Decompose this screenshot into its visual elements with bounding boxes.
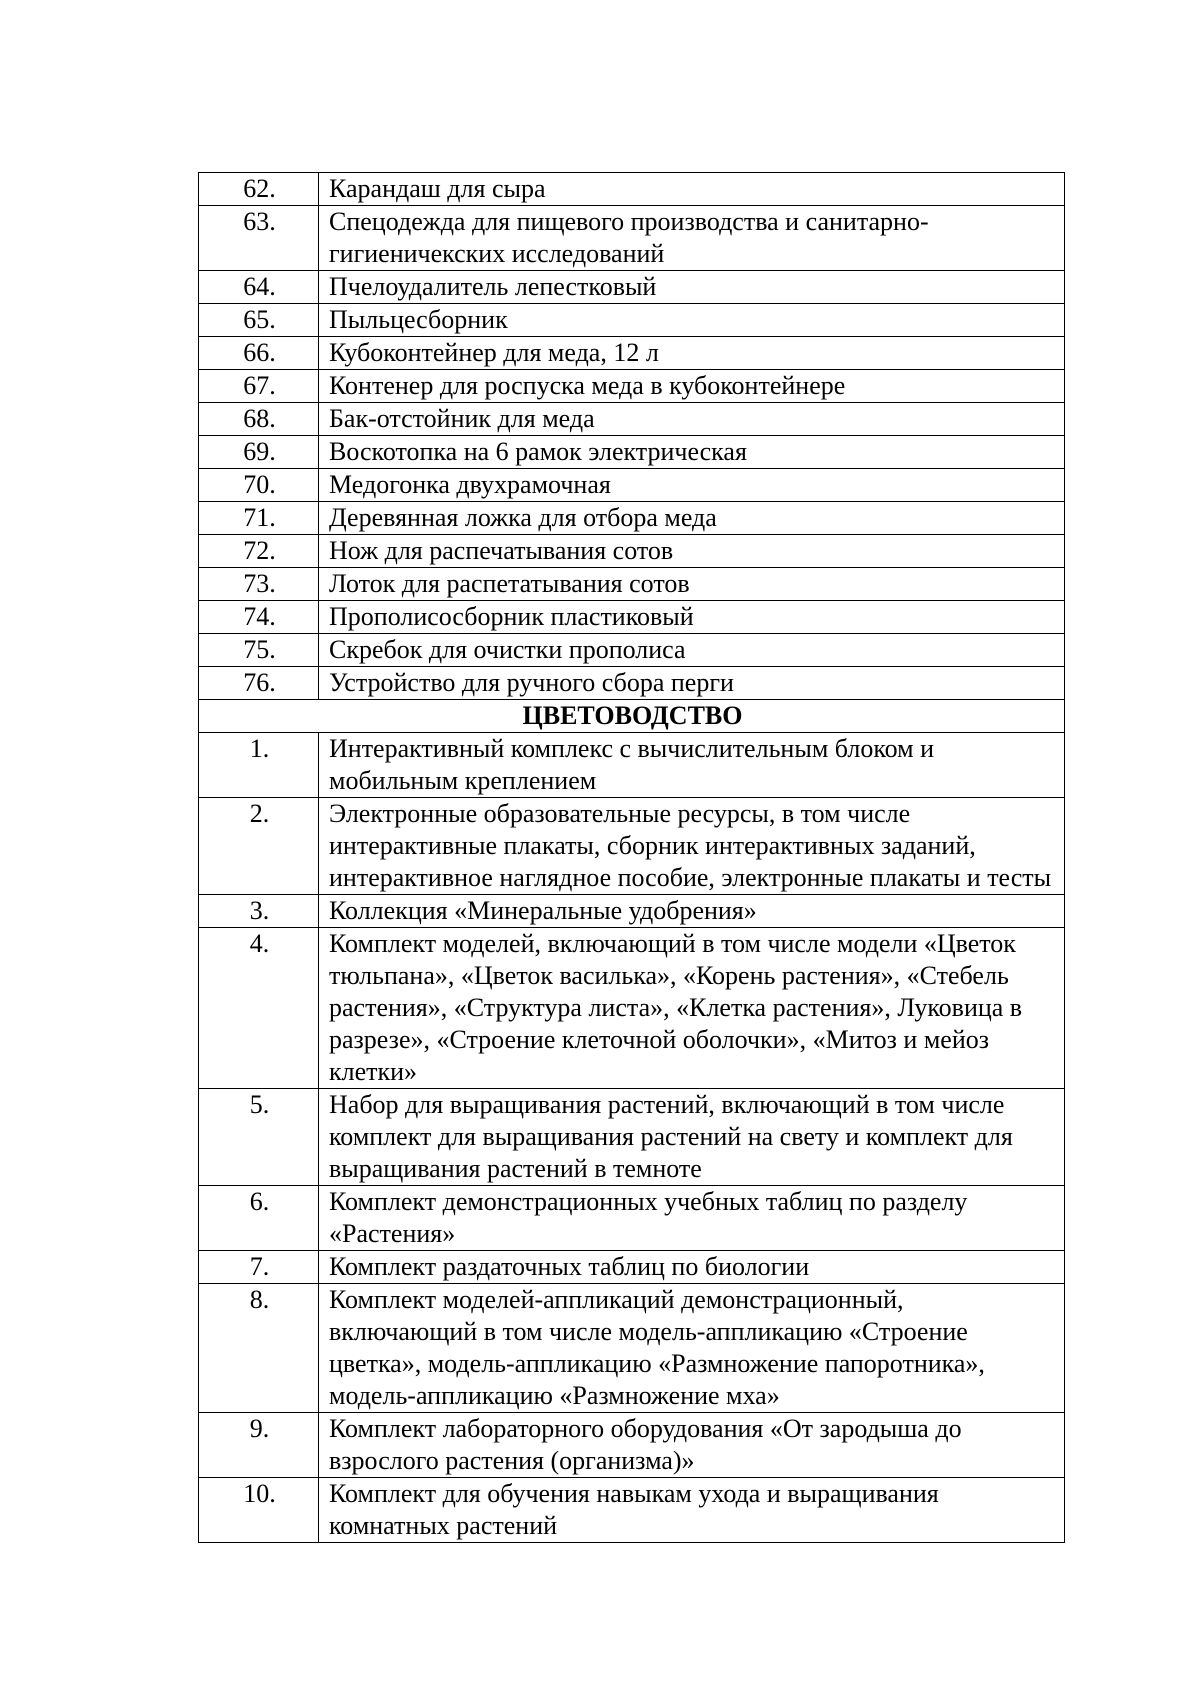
item-name: Пыльцесборник <box>319 304 1065 337</box>
item-number: 5. <box>199 1089 319 1186</box>
item-number: 65. <box>199 304 319 337</box>
item-number: 68. <box>199 403 319 436</box>
item-number: 2. <box>199 798 319 895</box>
item-number: 75. <box>199 634 319 667</box>
table-row <box>199 206 1065 271</box>
item-number: 1. <box>199 733 319 798</box>
item-number: 69. <box>199 436 319 469</box>
item-name: Комплект демонстрационных учебных таблиц по разделу «Растения» <box>319 1186 1065 1251</box>
equipment-table <box>198 172 1065 1543</box>
table-row <box>199 535 1065 568</box>
item-number: 64. <box>199 271 319 304</box>
item-number: 62. <box>199 173 319 206</box>
item-name: Комплект раздаточных таблиц по биологии <box>319 1251 1065 1284</box>
item-number: 70. <box>199 469 319 502</box>
floriculture-section <box>199 700 1065 1543</box>
item-number: 71. <box>199 502 319 535</box>
table-row <box>199 502 1065 535</box>
item-name: Комплект моделей-аппликаций демонстрационный, включающий в том числе модель-аппликацию «Строение цветка», модель-аппликацию «Размножение папоротника», модель-аппликацию «Размножение мха» <box>319 1284 1065 1413</box>
item-name: Коллекция «Минеральные удобрения» <box>319 895 1065 928</box>
item-name: Пчелоудалитель лепестковый <box>319 271 1065 304</box>
table-row <box>199 436 1065 469</box>
table-row <box>199 271 1065 304</box>
item-number: 67. <box>199 370 319 403</box>
item-name: Бак-отстойник для меда <box>319 403 1065 436</box>
item-name: Комплект лабораторного оборудования «От зародыша до взрослого растения (организма)» <box>319 1413 1065 1478</box>
item-number: 3. <box>199 895 319 928</box>
table-row <box>199 337 1065 370</box>
item-number: 66. <box>199 337 319 370</box>
table-row <box>199 733 1065 798</box>
item-name: Скребок для очистки прополиса <box>319 634 1065 667</box>
table-row <box>199 1284 1065 1413</box>
item-name: Карандаш для сыра <box>319 173 1065 206</box>
item-name: Комплект для обучения навыкам ухода и выращивания комнатных растений <box>319 1478 1065 1543</box>
table-row <box>199 370 1065 403</box>
item-name: Контенер для роспуска меда в кубоконтейнере <box>319 370 1065 403</box>
item-name: Медогонка двухрамочная <box>319 469 1065 502</box>
item-number: 4. <box>199 928 319 1089</box>
table-row <box>199 601 1065 634</box>
item-number: 63. <box>199 206 319 271</box>
item-name: Нож для распечатывания сотов <box>319 535 1065 568</box>
table-row <box>199 1413 1065 1478</box>
section-header-row <box>199 700 1065 733</box>
item-name: Кубоконтейнер для меда, 12 л <box>319 337 1065 370</box>
table-row <box>199 798 1065 895</box>
table-row <box>199 1478 1065 1543</box>
item-name: Устройство для ручного сбора перги <box>319 667 1065 700</box>
table-row <box>199 1186 1065 1251</box>
item-name: Электронные образовательные ресурсы, в том числе интерактивные плакаты, сборник интерактивных заданий, интерактивное наглядное пособие, электронные плакаты и тесты <box>319 798 1065 895</box>
table-row <box>199 928 1065 1089</box>
item-number: 7. <box>199 1251 319 1284</box>
item-name: Деревянная ложка для отбора меда <box>319 502 1065 535</box>
item-name: Набор для выращивания растений, включающий в том числе комплект для выращивания растений на свету и комплект для выращивания растений в темноте <box>319 1089 1065 1186</box>
table-row <box>199 469 1065 502</box>
item-name: Спецодежда для пищевого производства и санитарно-гигиеничекских исследований <box>319 206 1065 271</box>
section-title: ЦВЕТОВОДСТВО <box>199 700 1065 733</box>
item-number: 9. <box>199 1413 319 1478</box>
item-number: 6. <box>199 1186 319 1251</box>
item-name: Интерактивный комплекс с вычислительным блоком и мобильным креплением <box>319 733 1065 798</box>
item-name: Прополисосборник пластиковый <box>319 601 1065 634</box>
table-row <box>199 1089 1065 1186</box>
table-row <box>199 304 1065 337</box>
item-number: 72. <box>199 535 319 568</box>
table-row <box>199 568 1065 601</box>
table-row <box>199 403 1065 436</box>
table-row <box>199 634 1065 667</box>
item-number: 8. <box>199 1284 319 1413</box>
item-name: Комплект моделей, включающий в том числе модели «Цветок тюльпана», «Цветок василька», «Корень растения», «Стебель растения», «Структура листа», «Клетка растения», Луковица в разрезе», «Строение клеточной оболочки», «Митоз и мейоз клетки» <box>319 928 1065 1089</box>
table-row <box>199 895 1065 928</box>
item-name: Лоток для распетатывания сотов <box>319 568 1065 601</box>
beekeeping-rows <box>199 173 1065 700</box>
item-number: 76. <box>199 667 319 700</box>
item-name: Воскотопка на 6 рамок электрическая <box>319 436 1065 469</box>
table-row <box>199 667 1065 700</box>
table-row <box>199 173 1065 206</box>
table-row <box>199 1251 1065 1284</box>
item-number: 10. <box>199 1478 319 1543</box>
item-number: 74. <box>199 601 319 634</box>
item-number: 73. <box>199 568 319 601</box>
